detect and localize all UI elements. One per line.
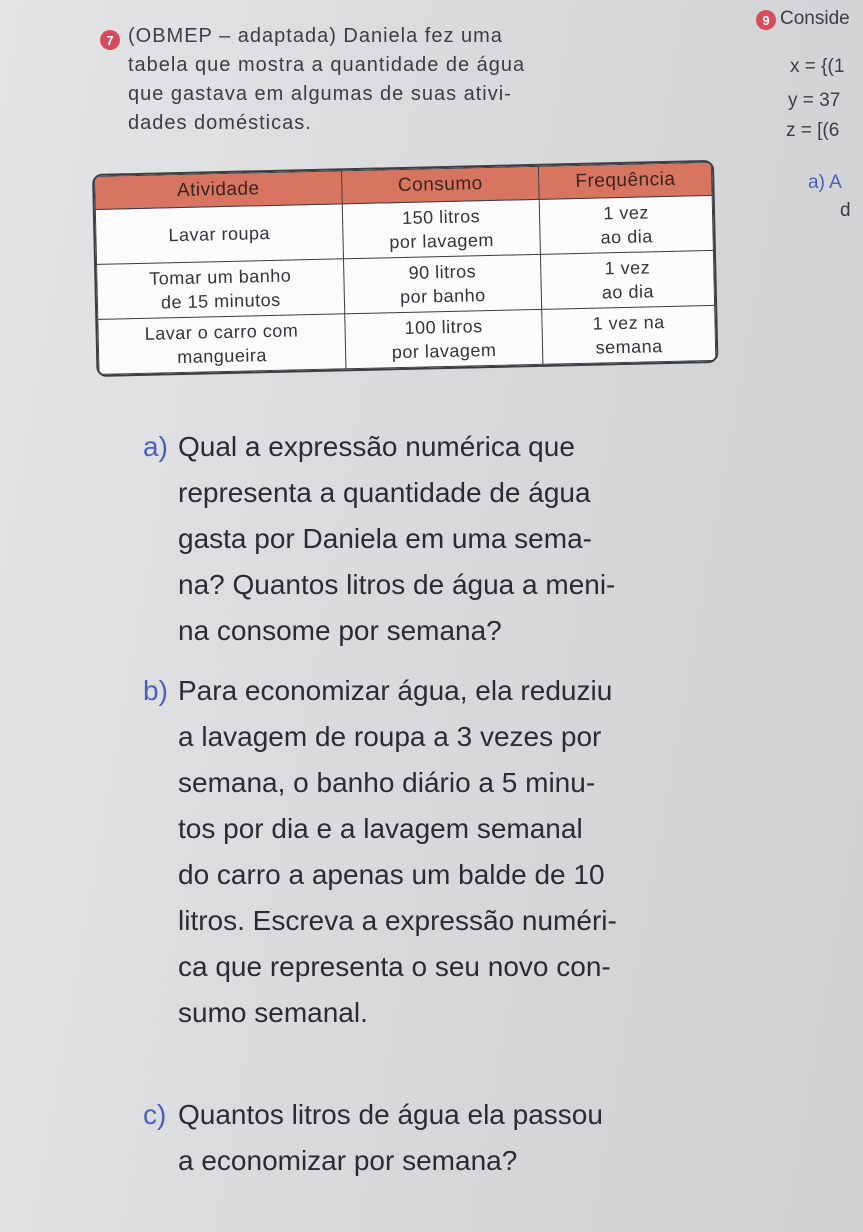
frequency-cell: 1 vez ao dia bbox=[541, 250, 715, 309]
question-line: a economizar por semana? bbox=[178, 1145, 518, 1176]
statement-line: que gastava em algumas de suas ativi- bbox=[128, 83, 512, 105]
question-b-letter: b) bbox=[143, 675, 168, 706]
side-expr-y: y = 37 bbox=[788, 90, 841, 111]
activity-cell: Tomar um banho de 15 minutos bbox=[97, 259, 345, 320]
consumption-cell: 100 litros por lavagem bbox=[345, 309, 544, 368]
question-a bbox=[143, 424, 778, 654]
side-item-a: a) A bbox=[808, 172, 842, 193]
exercise-number-badge: 7 bbox=[100, 30, 120, 50]
consumption-cell: 90 litros por banho bbox=[343, 254, 542, 313]
statement-line: dades domésticas. bbox=[128, 112, 312, 134]
frequency-cell: 1 vez ao dia bbox=[539, 195, 713, 254]
exercise-statement bbox=[128, 22, 688, 138]
question-line: litros. Escreva a expressão numéri- bbox=[178, 905, 617, 936]
column-header-activity: Atividade bbox=[95, 171, 342, 210]
question-line: Quantos litros de água ela passou bbox=[178, 1099, 603, 1130]
question-line: sumo semanal. bbox=[178, 997, 368, 1028]
activity-cell: Lavar o carro com mangueira bbox=[98, 314, 346, 375]
question-line: Qual a expressão numérica que bbox=[178, 431, 575, 462]
statement-line: (OBMEP – adaptada) Daniela fez uma bbox=[128, 25, 503, 47]
question-line: na? Quantos litros de água a meni- bbox=[178, 569, 616, 600]
question-line: a lavagem de roupa a 3 vezes por bbox=[178, 721, 602, 752]
side-title: Conside bbox=[780, 8, 850, 29]
side-expr-x: x = {(1 bbox=[790, 56, 845, 77]
statement-line: tabela que mostra a quantidade de água bbox=[128, 54, 526, 76]
side-item-d: d bbox=[840, 200, 851, 221]
question-line: gasta por Daniela em uma sema- bbox=[178, 523, 592, 554]
question-line: representa a quantidade de água bbox=[178, 477, 591, 508]
water-usage-table bbox=[92, 160, 718, 377]
question-c bbox=[143, 1092, 778, 1184]
column-header-consumption: Consumo bbox=[341, 166, 539, 203]
consumption-cell: 150 litros por lavagem bbox=[342, 199, 541, 258]
question-c-letter: c) bbox=[143, 1099, 167, 1130]
side-expr-z: z = [(6 bbox=[786, 120, 840, 141]
question-a-letter: a) bbox=[143, 431, 168, 462]
frequency-cell: 1 vez na semana bbox=[542, 305, 716, 364]
question-line: do carro a apenas um balde de 10 bbox=[178, 859, 605, 890]
question-line: tos por dia e a lavagem semanal bbox=[178, 813, 583, 844]
question-b bbox=[143, 668, 778, 1036]
question-line: Para economizar água, ela reduziu bbox=[178, 675, 613, 706]
question-line: na consome por semana? bbox=[178, 615, 502, 646]
activity-cell: Lavar roupa bbox=[95, 204, 343, 265]
question-line: ca que representa o seu novo con- bbox=[178, 951, 611, 982]
column-header-frequency: Frequência bbox=[539, 162, 712, 199]
exercise-9-badge: 9 bbox=[756, 10, 776, 30]
question-line: semana, o banho diário a 5 minu- bbox=[178, 767, 596, 798]
